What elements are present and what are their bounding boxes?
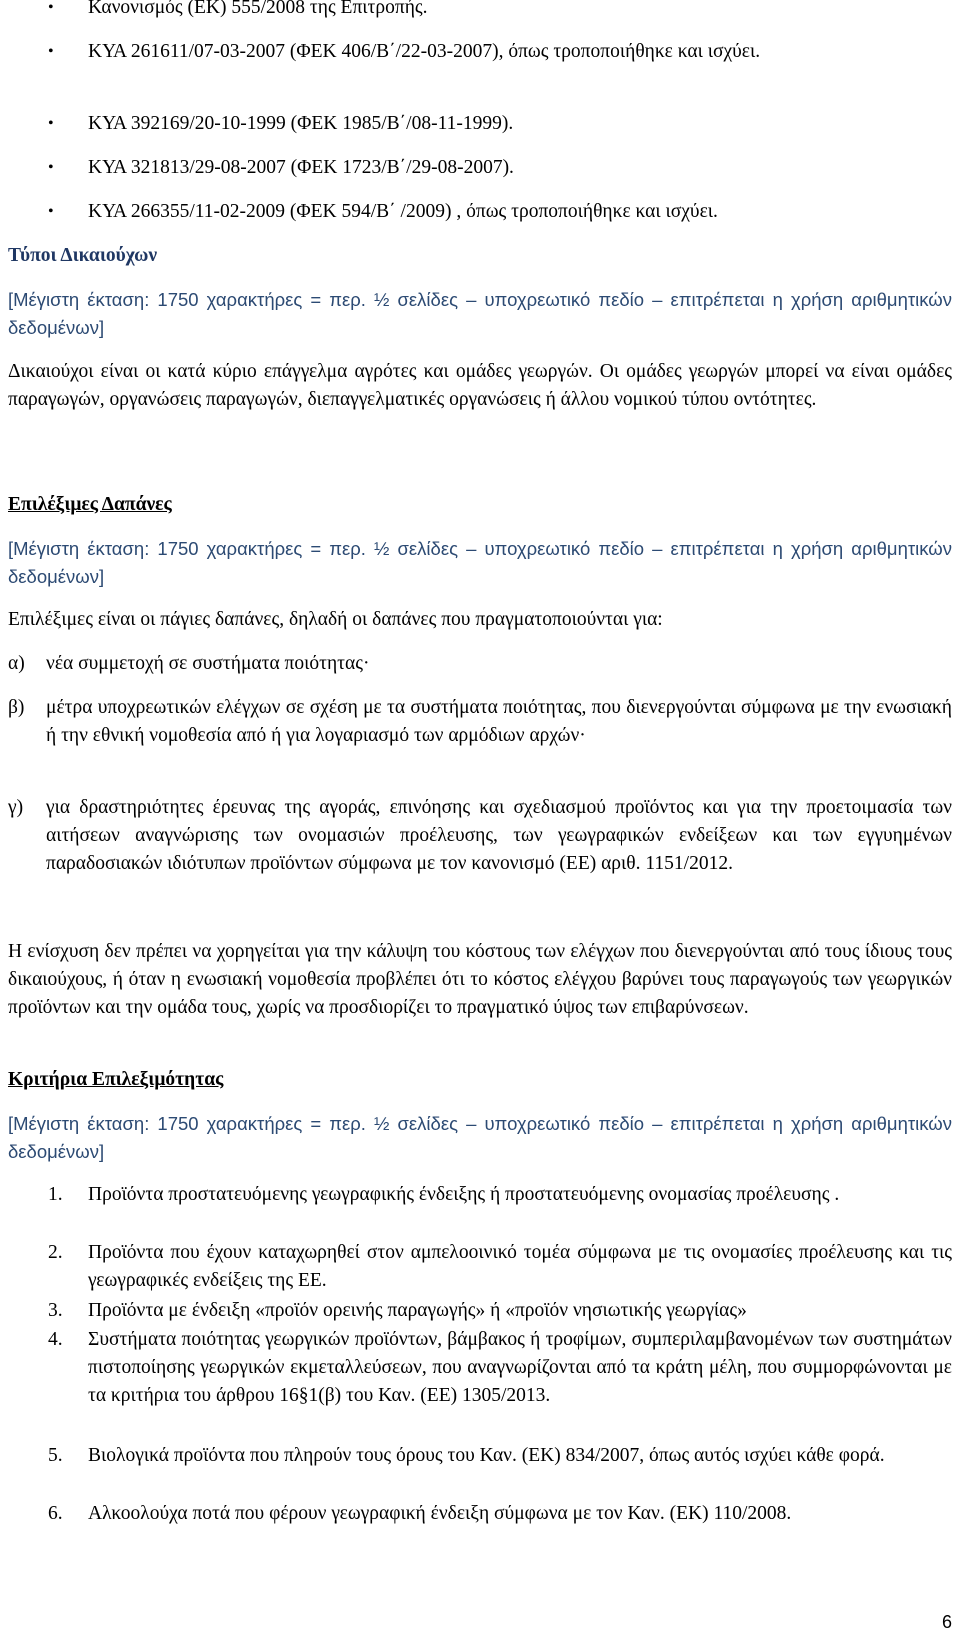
section-heading-eligibility-criteria: Κριτήρια Επιλεξιμότητας [8, 1069, 224, 1090]
numbered-item: 1. Προϊόντα προστατευόμενης γεωγραφικής ένδειξης ή προστατευόμενης ονομασίας προέλευσης . [48, 1184, 840, 1205]
bullet-icon: • [48, 159, 54, 176]
bullet-item: • ΚΥΑ 321813/29-08-2007 (ΦΕΚ 1723/Β΄/29-08-2007). [88, 154, 952, 182]
numbered-item: 2. Προϊόντα που έχουν καταχωρηθεί στον αμπελοοινικό τομέα σύμφωνα με τις ονομασίες προέλευσης και τις γεωγραφικές ενδείξεις της ΕΕ. [48, 1242, 952, 1291]
section-heading-beneficiaries: Τύποι Δικαιούχων [8, 245, 158, 266]
numbered-item: 4. Συστήματα ποιότητας γεωργικών προϊόντων, βάμβακος ή τροφίμων, συμπεριλαμβανομένων των συστημάτων πιστοποίησης γεωργικών εκμεταλλεύσεων, που αναγνωρίζονται από τα κράτη μέλη, που συμμορφώνονται με τα κριτήρια του άρθρου 16§1(β) του Καν. (ΕΕ) 1305/2013. [48, 1329, 952, 1406]
numbered-item: 6. Αλκοολούχα ποτά που φέρουν γεωγραφική ένδειξη σύμφωνα με τον Καν. (ΕΚ) 110/2008. [48, 1503, 792, 1524]
bullet-icon: • [48, 0, 54, 16]
list-item: β) μέτρα υποχρεωτικών ελέγχων σε σχέση με τα συστήματα ποιότητας, που διενεργούνται σύμφωνα με την ενωσιακή ή την εθνική νομοθεσία από ή για λογαριασμό των αρμόδιων αρχών· [8, 697, 952, 746]
page-number: 6 [941, 1612, 952, 1632]
length-note: [Μέγιστη έκταση: 1750 χαρακτήρες = περ. ½ σελίδες – υποχρεωτικό πεδίο – επιτρέπεται η χρήση αριθμητικών δεδομένων] [8, 289, 952, 338]
bullet-icon: • [48, 203, 54, 220]
bullet-icon: • [48, 115, 54, 132]
bullet-item: • ΚΥΑ 266355/11-02-2009 (ΦΕΚ 594/Β΄ /2009) , όπως τροποποιήθηκε και ισχύει. [88, 198, 952, 226]
bullet-item: • ΚΥΑ 261611/07-03-2007 (ΦΕΚ 406/Β΄/22-03-2007), όπως τροποποιήθηκε και ισχύει. [88, 38, 952, 66]
bullet-icon: • [48, 43, 54, 60]
length-note: [Μέγιστη έκταση: 1750 χαρακτήρες = περ. ½ σελίδες – υποχρεωτικό πεδίο – επιτρέπεται η χρήση αριθμητικών δεδομένων] [8, 538, 952, 587]
numbered-item: 5. Βιολογικά προϊόντα που πληρούν τους όρους του Καν. (ΕΚ) 834/2007, όπως αυτός ισχύει κάθε φορά. [48, 1445, 885, 1466]
list-item: γ) για δραστηριότητες έρευνας της αγοράς, επινόησης και σχεδιασμού προϊόντος και για την προετοιμασία των αιτήσεων αναγνώρισης των ονομασιών προέλευσης, των γεωγραφικών ενδείξεων και των εγγυημένων παραδοσιακών ιδιότυπων προϊόντων σύμφωνα με τον κανονισμό (ΕΕ) αριθ. 1151/2012. [8, 797, 952, 874]
eligible-costs-intro: Επιλέξιμες είναι οι πάγιες δαπάνες, δηλαδή οι δαπάνες που πραγματοποιούνται για: [8, 609, 663, 630]
list-item: α) νέα συμμετοχή σε συστήματα ποιότητας· [8, 653, 370, 674]
eligible-costs-closing: Η ενίσχυση δεν πρέπει να χορηγείται για την κάλυψη του κόστους των ελέγχων που διενεργούνται από τους ίδιους τους δικαιούχους, ή όταν η ενωσιακή νομοθεσία προβλέπει ότι το κόστος ελέγχου βαρύνει τους παραγωγούς των γεωργικών προϊόντων και την ομάδα τους, χωρίς να προσδιορίζει το πραγματικό ύψος των επιβαρύνσεων. [8, 941, 952, 1018]
section-heading-eligible-costs: Επιλέξιμες Δαπάνες [8, 494, 172, 515]
numbered-item: 3. Προϊόντα με ένδειξη «προϊόν ορεινής παραγωγής» ή «προϊόν νησιωτικής γεωργίας» [48, 1300, 747, 1321]
bullet-item: • Κανονισμός (ΕΚ) 555/2008 της Επιτροπής. [88, 0, 952, 22]
length-note: [Μέγιστη έκταση: 1750 χαρακτήρες = περ. ½ σελίδες – υποχρεωτικό πεδίο – επιτρέπεται η χρήση αριθμητικών δεδομένων] [8, 1113, 952, 1162]
beneficiaries-body: Δικαιούχοι είναι οι κατά κύριο επάγγελμα αγρότες και ομάδες γεωργών. Οι ομάδες γεωργών μπορεί να είναι ομάδες παραγωγών, οργανώσεις παραγωγών, διεπαγγελματικές οργανώσεις ή άλλου νομικού τύπου οντότητες. [8, 361, 952, 410]
bullet-item: • ΚΥΑ 392169/20-10-1999 (ΦΕΚ 1985/Β΄/08-11-1999). [88, 110, 952, 138]
